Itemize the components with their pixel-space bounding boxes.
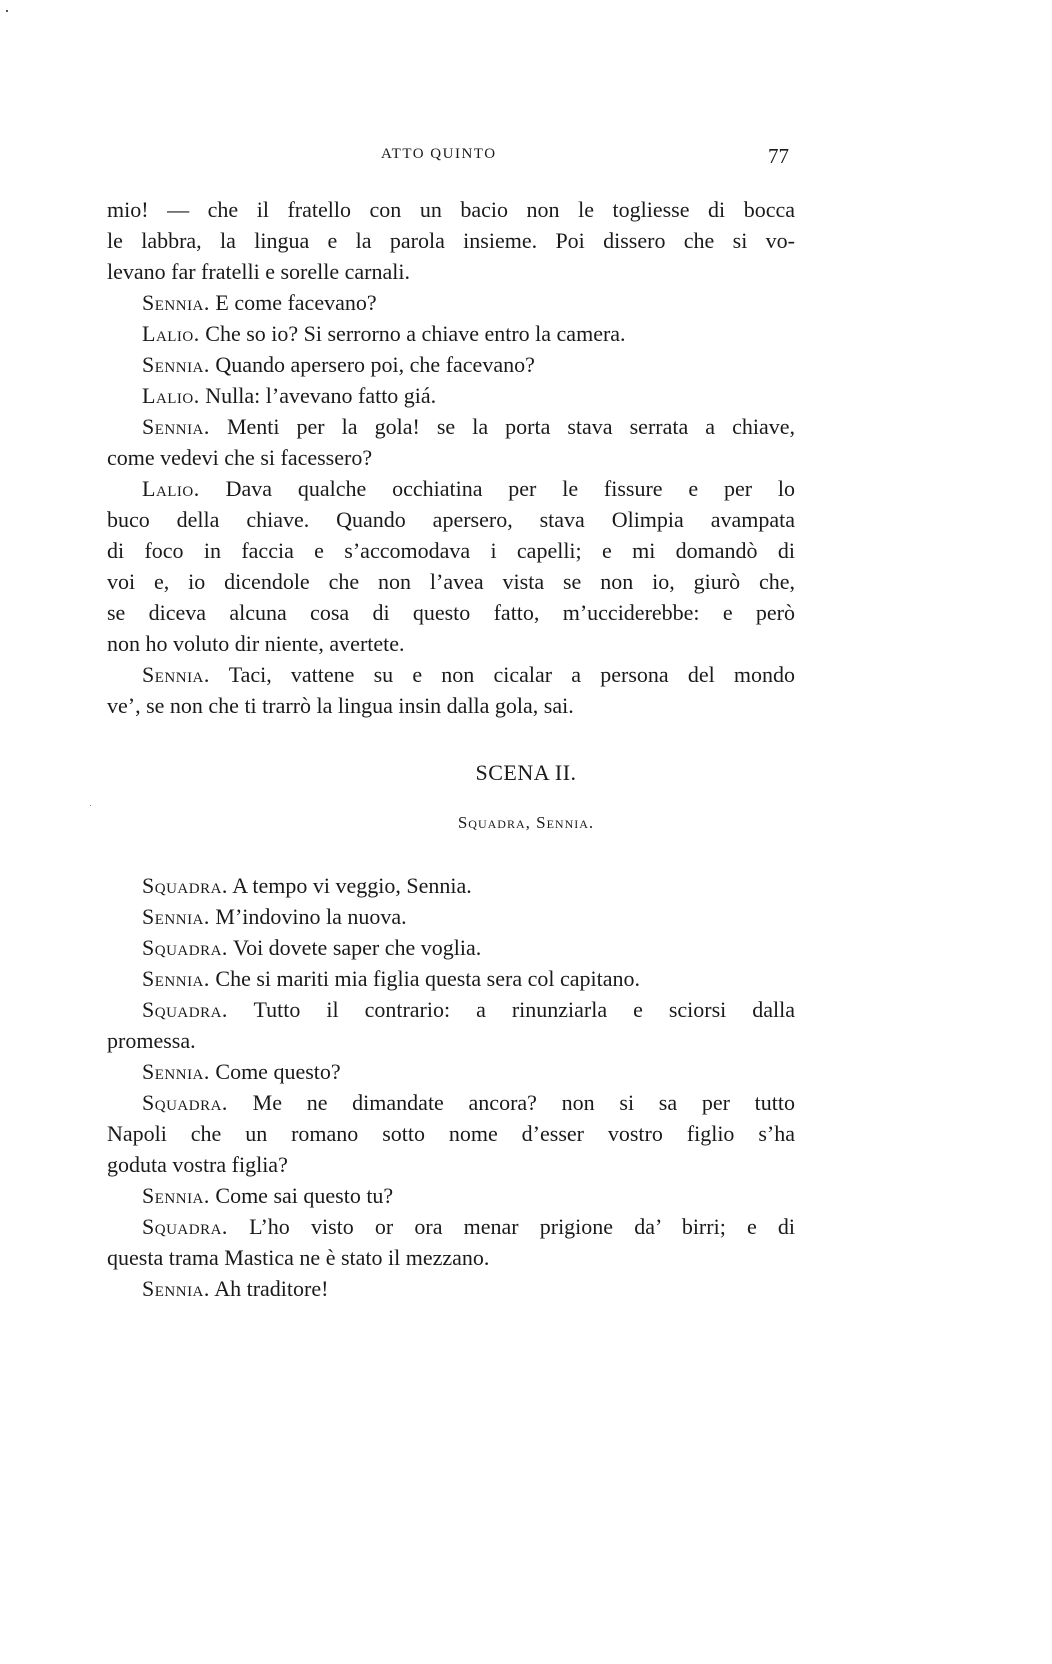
text-line (107, 1242, 795, 1273)
dialogue-block-2 (107, 870, 795, 1304)
line-text: Che so io? Si serrorno a chiave entro la camera. (205, 321, 626, 346)
scene-title: SCENA II. (475, 760, 577, 785)
line-text: A tempo vi veggio, Sennia. (232, 873, 472, 898)
scan-speck (90, 805, 91, 806)
line-text: Voi dovete saper che voglia. (233, 935, 482, 960)
text-line (107, 566, 795, 597)
line-text: M’indovino la nuova. (215, 904, 407, 929)
line-text: Napoli che un romano sotto nome d’esser vostro figlio s’ha (107, 1121, 795, 1146)
text-line (107, 535, 795, 566)
speaker-name: Lalio. (142, 383, 200, 408)
line-text: ve’, se non che ti trarrò la lingua insin dalla gola, sai. (107, 693, 574, 718)
line-text: questa trama Mastica ne è stato il mezzano. (107, 1245, 490, 1270)
speaker-name: Squadra. (142, 873, 228, 898)
text-line (107, 1211, 795, 1242)
text-line (107, 963, 795, 994)
line-text: Tutto il contrario: a rinunziarla e sciorsi dalla (253, 997, 796, 1022)
line-text: di foco in faccia e s’accomodava i capelli; e mi domandò di (107, 538, 795, 563)
text-line (107, 901, 795, 932)
line-text: Taci, vattene su e non cicalar a persona del mondo (228, 662, 796, 687)
line-text: Dava qualche occhiatina per le fissure e per lo (225, 476, 795, 501)
text-line (107, 1180, 795, 1211)
text-line (107, 1087, 795, 1118)
line-text: voi e, io dicendole che non l’avea vista se non io, giurò che, (107, 569, 795, 594)
speaker-name: Sennia. (142, 352, 210, 377)
speaker-name: Squadra. (142, 1090, 228, 1115)
speaker-name: Squadra. (142, 997, 228, 1022)
line-text: come vedevi che si facessero? (107, 445, 373, 470)
text-line (107, 256, 795, 287)
text-line (107, 870, 795, 901)
line-text: Quando apersero poi, che facevano? (215, 352, 535, 377)
line-text: Come sai questo tu? (215, 1183, 394, 1208)
speaker-name: Sennia. (142, 904, 210, 929)
line-text: E come facevano? (215, 290, 377, 315)
speaker-name: Squadra. (142, 1214, 228, 1239)
text-line (107, 597, 795, 628)
speaker-name: Sennia. (142, 1059, 210, 1084)
text-line (107, 1149, 795, 1180)
text-line (107, 1273, 795, 1304)
line-text: promessa. (107, 1028, 196, 1053)
speaker-name: Sennia. (142, 414, 210, 439)
text-line (107, 349, 795, 380)
line-text: le labbra, la lingua e la parola insieme. Poi dissero che si vo- (107, 228, 795, 253)
speaker-name: Sennia. (142, 1276, 210, 1301)
line-text: non ho voluto dir niente, avertete. (107, 631, 405, 656)
line-text: Nulla: l’avevano fatto giá. (205, 383, 437, 408)
text-line (107, 659, 795, 690)
line-text: Menti per la gola! se la porta stava serrata a chiave, (226, 414, 795, 439)
scan-speck (6, 10, 8, 12)
text-line (107, 1056, 795, 1087)
line-text: goduta vostra figlia? (107, 1152, 288, 1177)
text-line (107, 411, 795, 442)
text-line (107, 994, 795, 1025)
line-text: se diceva alcuna cosa di questo fatto, m’ucciderebbe: e però (107, 600, 795, 625)
speaker-name: Lalio. (142, 476, 200, 501)
line-text: buco della chiave. Quando apersero, stava Olimpia avampata (107, 507, 795, 532)
text-line (107, 932, 795, 963)
text-line (107, 194, 795, 225)
line-text: Ah traditore! (214, 1276, 329, 1301)
text-line (107, 473, 795, 504)
line-text: L’ho visto or ora menar prigione da’ birri; e di (249, 1214, 795, 1239)
line-text: levano far fratelli e sorelle carnali. (107, 259, 410, 284)
scene-characters: Squadra, Sennia. (457, 813, 595, 832)
text-line (107, 1025, 795, 1056)
speaker-name: Sennia. (142, 290, 210, 315)
text-line (107, 287, 795, 318)
speaker-name: Sennia. (142, 662, 210, 687)
text-line (107, 628, 795, 659)
text-line (107, 442, 795, 473)
running-title: ATTO QUINTO (381, 146, 497, 162)
page-number: 77 (768, 144, 789, 168)
text-line (107, 690, 795, 721)
speaker-name: Sennia. (142, 1183, 210, 1208)
speaker-name: Lalio. (142, 321, 200, 346)
speaker-name: Squadra. (142, 935, 228, 960)
line-text: Me ne dimandate ancora? non si sa per tutto (252, 1090, 795, 1115)
text-line (107, 318, 795, 349)
speaker-name: Sennia. (142, 966, 210, 991)
text-line (107, 225, 795, 256)
line-text: Come questo? (215, 1059, 341, 1084)
text-line (107, 1118, 795, 1149)
text-line (107, 380, 795, 411)
text-line (107, 504, 795, 535)
line-text: mio! — che il fratello con un bacio non le togliesse di bocca (107, 197, 795, 222)
page-header (0, 144, 1052, 174)
line-text: Che si mariti mia figlia questa sera col capitano. (215, 966, 640, 991)
dialogue-block-1 (107, 194, 795, 721)
